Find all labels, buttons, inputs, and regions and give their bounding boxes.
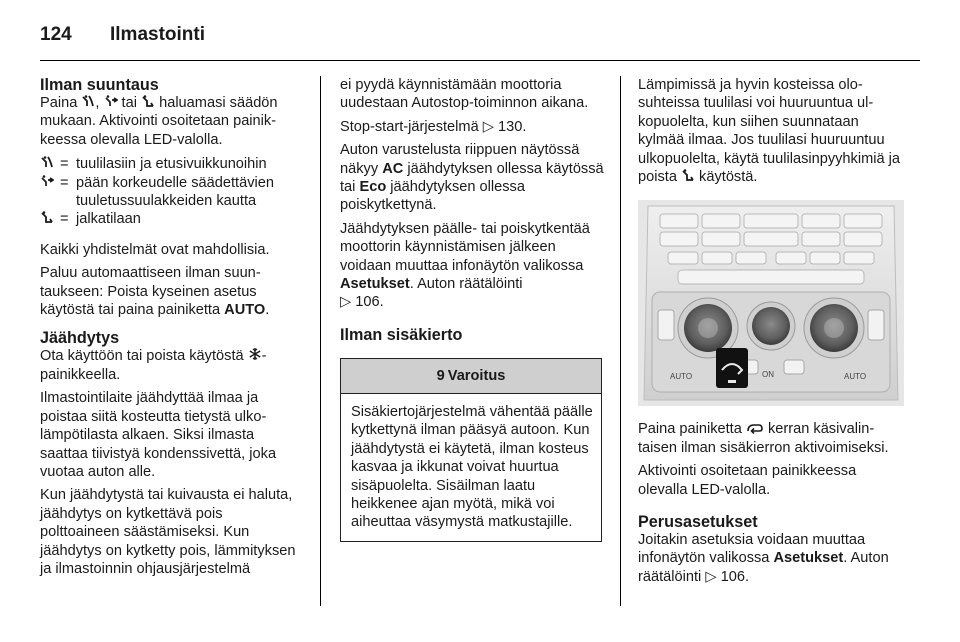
auto-label: AUTO — [224, 302, 266, 319]
footwell-vent-icon — [40, 210, 54, 224]
page-ref-arrow-icon: ▷ — [482, 118, 499, 135]
section-heading-recirculation: Ilman sisäkierto — [340, 325, 463, 344]
page-number: 124 — [40, 24, 72, 45]
list-item — [40, 174, 302, 211]
equals-sign: = — [60, 211, 69, 228]
column-2 — [340, 76, 606, 542]
basic-settings-text: Joitakin asetuksia voidaan muuttaa infonäytön valikossa Asetukset. Auton räätälöinti ▷ 106. — [638, 532, 889, 585]
settings-label: Asetukset — [773, 550, 844, 567]
snowflake-icon — [248, 347, 262, 361]
cooling-intro: Ota käyttöön tai poista käytöstä -painikkeella. — [40, 348, 267, 383]
equals-sign: = — [60, 174, 69, 191]
windscreen-footwell-vent-icon — [81, 94, 95, 108]
vent-definition-list — [40, 155, 302, 229]
list-item-text: pään korkeudelle säädettävien tuuletussuulakkeiden kautta — [76, 174, 274, 210]
head-level-vent-icon — [104, 94, 118, 108]
section-heading-airflow: Ilman suuntaus — [40, 76, 159, 94]
recirc-activate-text: Paina painiketta kerran käsivalintaisen ilman sisäkierron aktivoimiseksi. — [638, 421, 889, 456]
stop-start-ref: Stop-start-järjestelmä ▷ 130. — [340, 118, 527, 135]
windscreen-footwell-vent-icon — [40, 155, 54, 169]
page-header — [40, 24, 920, 54]
auto-return-text: Paluu automaattiseen ilman suuntaukseen: Poista kyseinen asetus käytöstä tai paina painiketta AUTO. — [40, 265, 270, 319]
list-item-text: jalkatilaan — [76, 211, 141, 228]
auto-button-left: AUTO — [670, 372, 693, 382]
on-label: ON — [762, 370, 774, 380]
ac-label: AC — [382, 160, 404, 177]
auto-button-right: AUTO — [844, 372, 867, 382]
head-level-vent-icon — [40, 174, 54, 188]
cooling-paragraph-3: Kun jäähdytystä tai kuivausta ei haluta, jäähdytys on kytkettävä pois polttoaineen säästämiseksi. Kun jäähdytys on kytketty pois, lämmityksen ja ilmastoinnin ohjausjärjestelmä — [40, 487, 296, 577]
column-divider-1 — [320, 76, 321, 606]
page-ref-arrow-icon: ▷ — [340, 294, 356, 311]
header-divider — [40, 60, 920, 61]
section-heading-cooling: Jäähdytys — [40, 329, 120, 348]
cooling-paragraph-2: Ilmastointilaite jäähdyttää ilmaa ja poistaa siitä kosteutta tietystä ulkolämpötilasta alkaen. Siksi ilmasta saattaa tiivistyä kondenssivettä, joka vuotaa auton alle. — [40, 390, 277, 480]
warning-box — [340, 358, 602, 542]
warning-triangle-icon: 9 — [436, 367, 445, 384]
page-title: Ilmastointi — [110, 24, 206, 45]
combinations-text: Kaikki yhdistelmät ovat mahdollisia. — [40, 241, 270, 258]
column-divider-2 — [620, 76, 621, 606]
column-1 — [40, 76, 302, 583]
led-indicator-text: Aktivointi osoitetaan painikkeessa olevalla LED-valolla. — [638, 463, 857, 498]
equals-sign: = — [60, 156, 69, 173]
settings-text: Jäähdytyksen päälle- tai poiskytkentää moottorin käynnistämisen jälkeen voidaan muuttaa infonäytön valikossa Asetukset. Auton räätälöinti ▷ 106. — [340, 220, 590, 311]
section-heading-basic-settings: Perusasetukset — [638, 513, 758, 532]
warning-body: Sisäkiertojärjestelmä vähentää päälle kytkettynä ilman pääsyä autoon. Kun jäähdytystä ei käytetä, ilman kosteus kasvaa ja ikkunat voivat huurtua sisäpuolelta. Sisäilman laatu heikkenee ajan myötä, mikä voi aiheuttaa väsymystä matkustajille. — [351, 403, 593, 531]
column-3 — [638, 76, 904, 591]
airflow-intro: Paina , tai haluamasi säädön mukaan. Aktivointi osoitetaan painikkeessa olevalla LED-valolla. — [40, 95, 278, 148]
footwell-vent-icon — [681, 168, 695, 182]
eco-label: Eco — [359, 179, 387, 196]
settings-label: Asetukset — [340, 276, 410, 293]
warning-header — [341, 359, 601, 394]
climate-control-panel-photo — [638, 200, 904, 406]
autostop-text: ei pyydä käynnistämään moottoria uudestaan Autostop-toiminnon aikana. — [340, 77, 589, 112]
ac-display-text: Auton varustelusta riippuen näytössä näkyy AC jäähdytyksen ollessa käytössä tai Eco jäähdytyksen ollessa poiskytkettynä. — [340, 142, 604, 214]
list-item — [40, 210, 302, 228]
recirculation-icon — [746, 422, 764, 434]
warning-title: Varoitus — [447, 367, 506, 384]
list-item — [40, 155, 302, 173]
footwell-vent-icon — [141, 94, 155, 108]
list-item-text: tuulilasiin ja etusivuikkunoihin — [76, 156, 267, 173]
fogging-text: Lämpimissä ja hyvin kosteissa olosuhteissa tuulilasi voi huuruuntua ulkopuolelta, kun siihen suunnataan kylmää ilmaa. Jos tuulilasi huuruuntuu ulkopuolelta, käytä tuulilasinpyyhkimiä ja poista käytöstä. — [638, 77, 901, 186]
page-ref-arrow-icon: ▷ — [705, 568, 721, 585]
